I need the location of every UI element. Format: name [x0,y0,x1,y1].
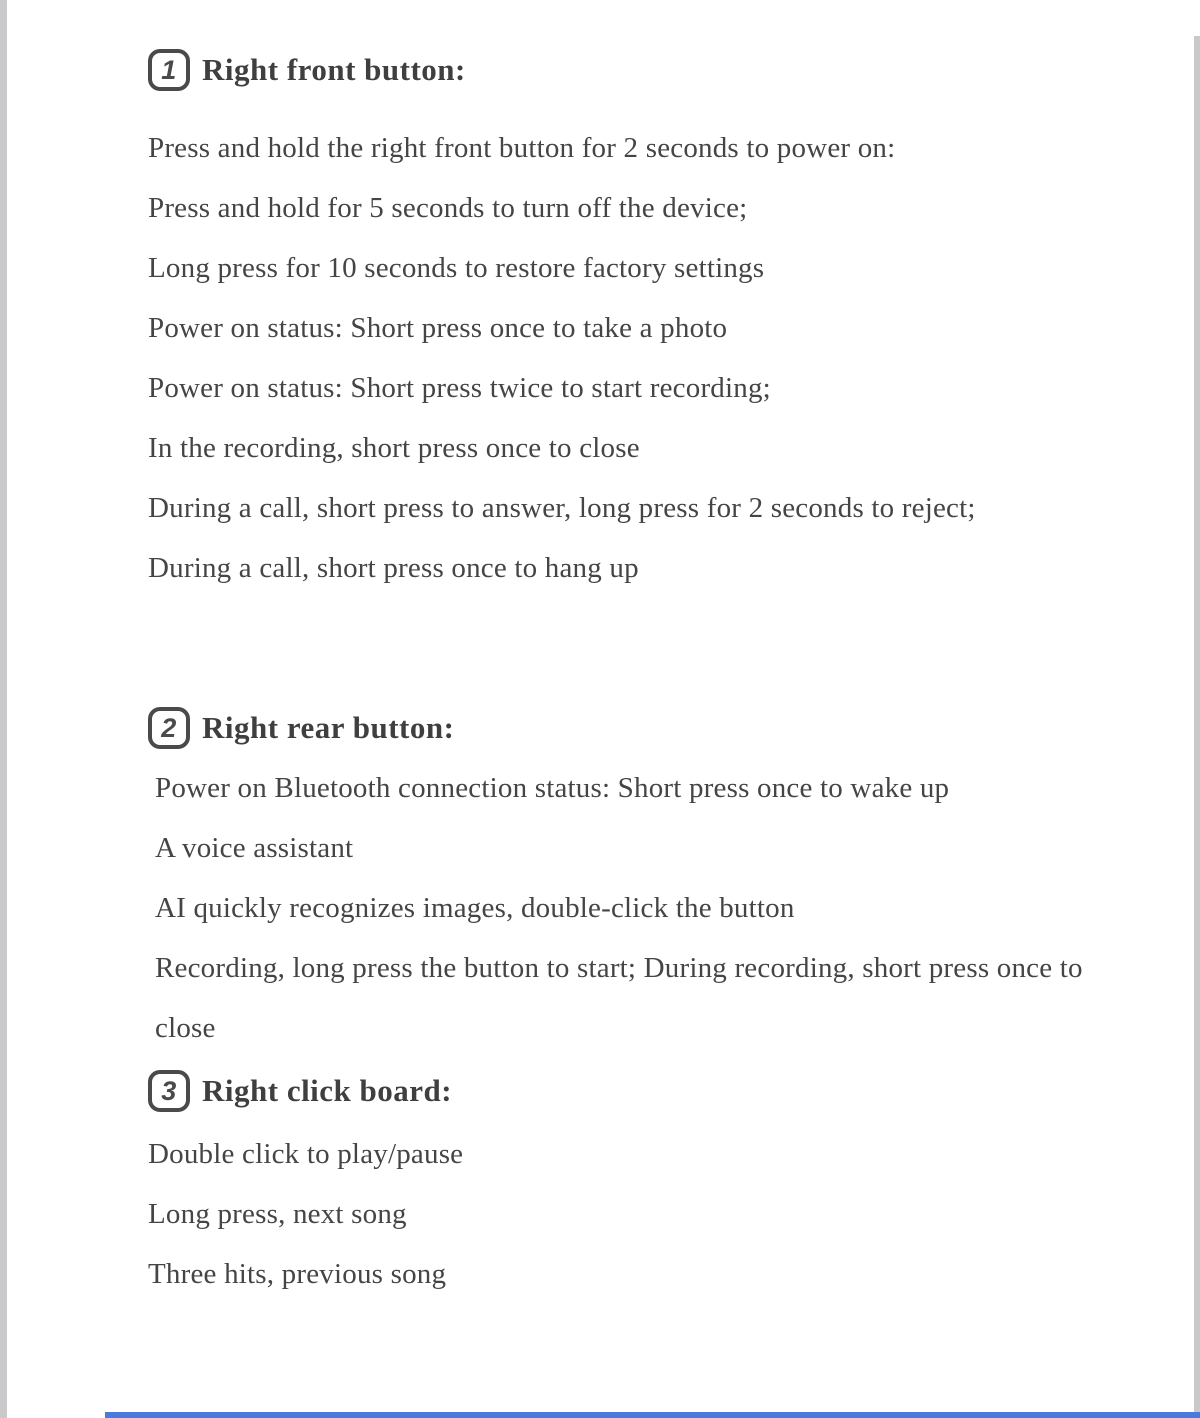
instruction-line: Power on status: Short press once to take a photo [148,312,728,344]
section-3-title: Right click board: [202,1073,453,1108]
section-3-lines [148,1124,1118,1304]
instruction-line: Power on status: Short press twice to start recording; [148,372,771,404]
section-1-heading [148,40,1118,100]
number-2-badge-icon: 2 [148,707,190,749]
instruction-line: Long press for 10 seconds to restore factory settings [148,252,765,284]
section-right-click-board [148,1061,1118,1304]
instruction-line: Three hits, previous song [148,1258,447,1290]
number-1-badge-icon: 1 [148,49,190,91]
instruction-line: In the recording, short press once to close [148,432,640,464]
document-content [148,40,1118,1304]
instruction-line: AI quickly recognizes images, double-click the button [155,892,795,924]
instruction-line: Recording, long press the button to start; During recording, short press once to close [155,952,1083,1044]
instruction-line: During a call, short press to answer, long press for 2 seconds to reject; [148,492,976,524]
section-right-front-button [148,40,1118,598]
instruction-line: Double click to play/pause [148,1138,464,1170]
section-right-rear-button [148,698,1118,1058]
section-2-heading [148,698,1118,758]
number-3-badge-icon: 3 [148,1070,190,1112]
left-page-edge [0,0,7,1418]
instruction-line: A voice assistant [155,832,354,864]
section-1-title: Right front button: [202,52,466,87]
section-1-lines [148,118,1118,598]
right-page-edge [1194,36,1200,1418]
instruction-line: Press and hold for 5 seconds to turn off the device; [148,192,748,224]
instruction-line: Long press, next song [148,1198,407,1230]
section-2-title: Right rear button: [202,710,455,745]
instruction-line: Press and hold the right front button for 2 seconds to power on: [148,132,896,164]
instruction-line: Power on Bluetooth connection status: Short press once to wake up [155,772,950,804]
section-3-heading [148,1061,1118,1121]
section-2-lines [148,758,1118,1058]
section-gap [148,598,1118,698]
bottom-blue-bar [105,1412,1200,1418]
instruction-line: During a call, short press once to hang up [148,552,639,584]
